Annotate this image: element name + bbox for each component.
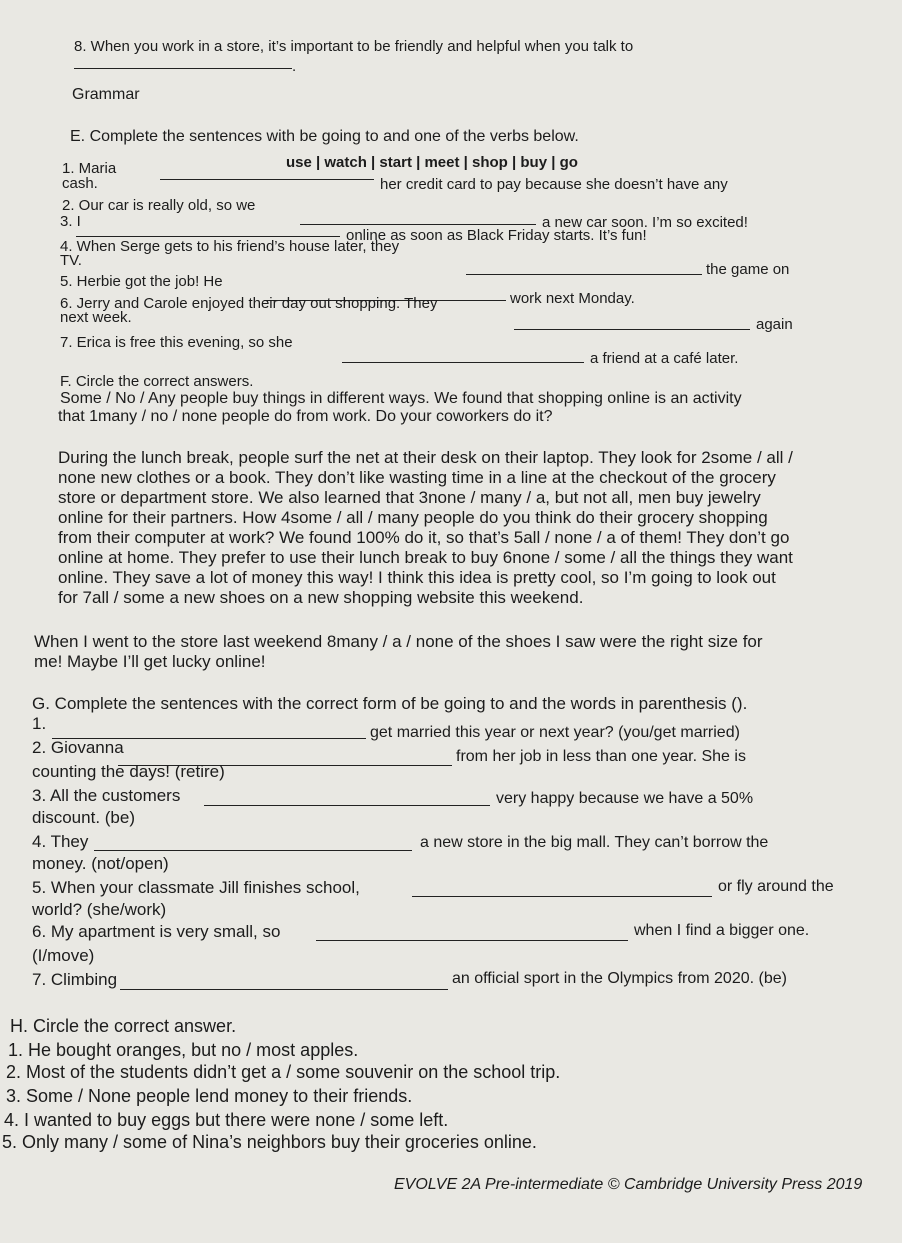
f-p2-line: online at home. They prefer to use their lunch break to buy 6none / some / all the things they want <box>58 548 793 567</box>
f-p2-line: for 7all / some a new shoes on a new shopping website this weekend. <box>58 588 584 607</box>
g4-end: a new store in the big mall. They can’t borrow the <box>420 834 769 851</box>
g7-end: an official sport in the Olympics from 2020. (be) <box>452 970 787 987</box>
g6-wrap: (I/move) <box>32 946 95 965</box>
h-item: 1. He bought oranges, but no / most apples. <box>8 1040 359 1060</box>
g6-end: when I find a bigger one. <box>634 922 810 939</box>
e4-wrap: TV. <box>60 252 82 269</box>
f-p1-line: Some / No / Any people buy things in different ways. We found that shopping online is an activity <box>60 390 742 407</box>
section-h-instruction: H. Circle the correct answer. <box>10 1016 237 1036</box>
g3-answer-line[interactable] <box>204 805 490 806</box>
q8-answer-line[interactable] <box>74 68 292 69</box>
e4-answer-line[interactable] <box>466 274 702 275</box>
e4-end: the game on <box>706 261 790 278</box>
h-item: 4. I wanted to buy eggs but there were none / some left. <box>4 1110 449 1130</box>
g7-answer-line[interactable] <box>120 989 448 990</box>
g2-end: from her job in less than one year. She is <box>456 748 746 765</box>
h-item: 5. Only many / some of Nina’s neighbors buy their groceries online. <box>2 1132 537 1152</box>
g5-wrap: world? (she/work) <box>32 900 167 919</box>
e6-end: again <box>756 316 793 333</box>
e2-answer-line[interactable] <box>300 224 536 225</box>
e5-end: work next Monday. <box>510 290 635 307</box>
footer-credit: EVOLVE 2A Pre-intermediate © Cambridge University Press 2019 <box>394 1176 863 1193</box>
g3-start: 3. All the customers <box>32 786 181 805</box>
g1-end: get married this year or next year? (you/get married) <box>370 724 740 741</box>
g4-answer-line[interactable] <box>94 850 412 851</box>
f-p3-line: me! Maybe I’ll get lucky online! <box>34 652 266 671</box>
f-p3-line: When I went to the store last weekend 8many / a / none of the shoes I saw were the right size for <box>34 632 763 651</box>
g6-answer-line[interactable] <box>316 940 628 941</box>
g3-wrap: discount. (be) <box>32 808 135 827</box>
g4-start: 4. They <box>32 832 89 851</box>
e1-wrap: cash. <box>62 175 98 192</box>
section-f-instruction: F. Circle the correct answers. <box>60 373 254 390</box>
e3-answer-line[interactable] <box>76 236 340 237</box>
grammar-heading: Grammar <box>72 86 140 103</box>
e3-end: online as soon as Black Friday starts. It’s fun! <box>346 227 647 244</box>
e7-end: a friend at a café later. <box>590 350 739 367</box>
f-p2-line: none new clothes or a book. They don’t like wasting time in a line at the checkout of the grocery <box>58 468 776 487</box>
e6-answer-line[interactable] <box>514 329 750 330</box>
e1-start: 1. Maria <box>62 160 117 177</box>
section-g-instruction: G. Complete the sentences with the correct form of be going to and the words in parenthesis (). <box>32 694 748 713</box>
e4-start: 4. When Serge gets to his friend’s house later, they <box>60 238 400 255</box>
q8-text: 8. When you work in a store, it’s important to be friendly and helpful when you talk to <box>74 38 634 55</box>
e7-start: 7. Erica is free this evening, so she <box>60 334 293 351</box>
f-p2-line: store or department store. We also learned that 3none / many / a, but not all, men buy jewelry <box>58 488 761 507</box>
g5-end: or fly around the <box>718 878 834 895</box>
h-item: 3. Some / None people lend money to their friends. <box>6 1086 413 1106</box>
e1-end: her credit card to pay because she doesn’t have any <box>380 176 728 193</box>
e2-start: 2. Our car is really old, so we <box>62 197 256 214</box>
f-p2-line: online. They save a lot of money this way! I think this idea is pretty cool, so I’m going to look out <box>58 568 776 587</box>
g4-wrap: money. (not/open) <box>32 854 169 873</box>
g1-start: 1. <box>32 714 47 733</box>
q8-period: . <box>292 58 297 75</box>
g2-start: 2. Giovanna <box>32 738 124 757</box>
g7-start: 7. Climbing <box>32 970 118 989</box>
g6-start: 6. My apartment is very small, so <box>32 922 281 941</box>
section-e-instruction: E. Complete the sentences with be going to and one of the verbs below. <box>70 128 579 145</box>
e6-start: 6. Jerry and Carole enjoyed their day out shopping. They <box>60 295 438 312</box>
e1-answer-line[interactable] <box>160 179 374 180</box>
e5-start: 5. Herbie got the job! He <box>60 273 223 290</box>
g3-end: very happy because we have a 50% <box>496 790 754 807</box>
g2-wrap: counting the days! (retire) <box>32 762 225 781</box>
f-p1-line: that 1many / no / none people do from work. Do your coworkers do it? <box>58 408 553 425</box>
e6-wrap: next week. <box>60 309 132 326</box>
g5-start: 5. When your classmate Jill finishes school, <box>32 878 360 897</box>
e7-answer-line[interactable] <box>342 362 584 363</box>
f-p2-line: from their computer at work? We found 100% do it, so that’s 5all / none / a of them! They don’t go <box>58 528 790 547</box>
e2-end: a new car soon. I’m so excited! <box>542 214 748 231</box>
g5-answer-line[interactable] <box>412 896 712 897</box>
e3-start: 3. I <box>60 213 81 230</box>
f-p2-line: During the lunch break, people surf the net at their desk on their laptop. They look for 2some / all / <box>58 448 793 467</box>
h-item: 2. Most of the students didn’t get a / some souvenir on the school trip. <box>6 1062 561 1082</box>
verb-box: use | watch | start | meet | shop | buy | go <box>286 154 578 171</box>
f-p2-line: online for their partners. How 4some / all / many people do you think do their grocery shopping <box>58 508 768 527</box>
